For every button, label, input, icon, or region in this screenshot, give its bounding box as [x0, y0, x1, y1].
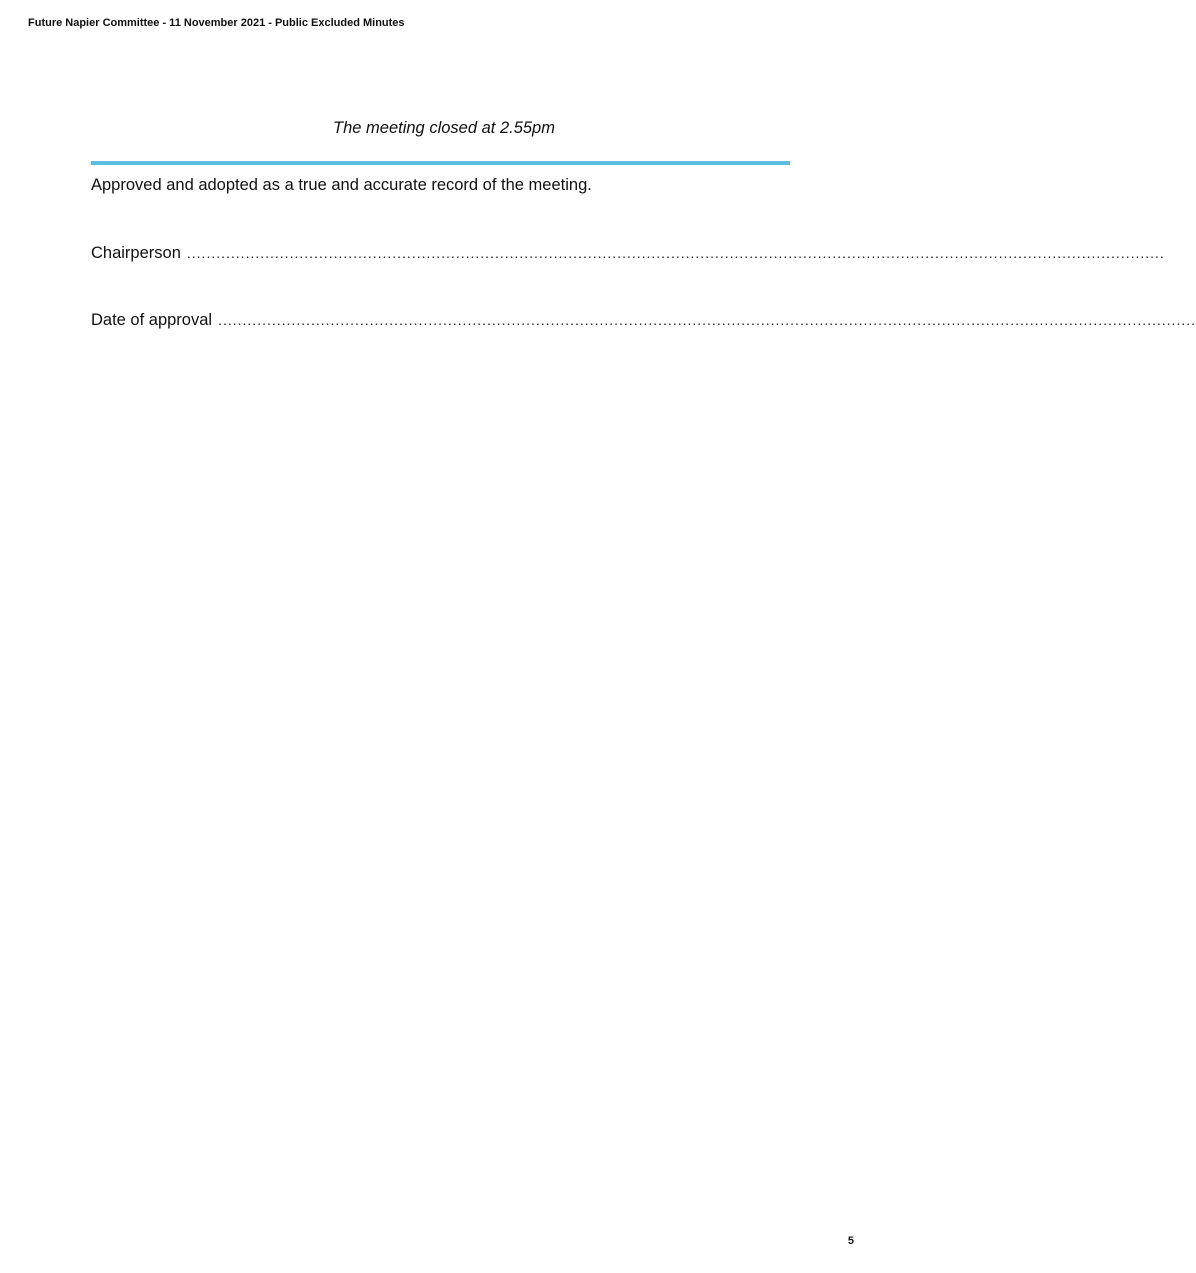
chairperson-signature-line [91, 244, 1165, 263]
page-number: 5 [847, 1235, 854, 1247]
date-of-approval-line [91, 311, 1196, 330]
running-header: Future Napier Committee - 11 November 2021 - Public Excluded Minutes [28, 17, 405, 29]
approval-statement: Approved and adopted as a true and accurate record of the meeting. [91, 176, 592, 194]
date-of-approval-label: Date of approval [91, 311, 213, 329]
meeting-closed-note: The meeting closed at 2.55pm [333, 119, 555, 137]
chairperson-label: Chairperson [91, 244, 181, 262]
chairperson-dot-leader: ........................................................................................................................................................................................................ [186, 245, 1165, 261]
accent-divider [91, 161, 790, 165]
date-of-approval-dot-leader: ........................................................................................................................................................................................................ [218, 312, 1196, 328]
